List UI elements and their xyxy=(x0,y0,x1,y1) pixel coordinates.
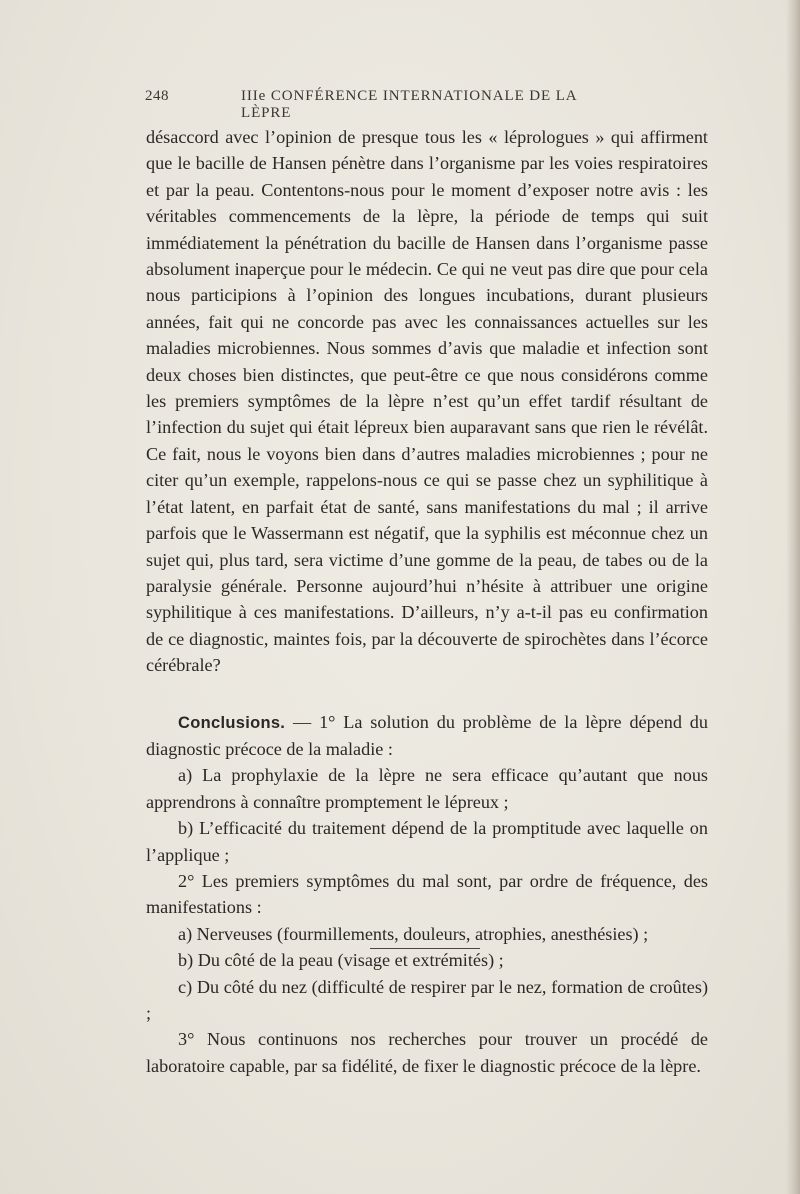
page-edge-shadow xyxy=(786,0,800,1194)
symptom-item-b: b) Du côté de la peau (visage et extrémités) ; xyxy=(178,950,504,971)
conclusion-item-3: 3° Nous continuons nos recherches pour trouver un procédé de laboratoire capable, par sa fidélité, de fixer le diagnostic précoce de la lèpre. xyxy=(146,1029,708,1076)
body-paragraph: désaccord avec l’opinion de presque tous les « léprologues » qui affirment que le bacille de Hansen pénètre dans l’organisme par les voies respiratoires et par la peau. Contentons-nous pour le moment d’exposer notre avis : les véritables commencements de la lèpre, la période de temps qui suit immédiatement la pénétration du bacille de Hansen dans l’organisme passe absolument inaperçue pour le médecin. Ce qui ne veut pas dire que pour cela nous participions à l’opinion des longues incubations, durant plusieurs années, fait qui ne concorde pas avec les connaissances actuelles sur les maladies microbiennes. Nous sommes d’avis que maladie et infection sont deux choses bien distinctes, que peut-être ce que nous considérons comme les premiers symptômes de la lèpre n’est qu’un effet tardif résultant de l’infection du sujet qui était lépreux bien auparavant sans que rien le révélât. Ce fait, nous le voyons bien dans d’autres maladies microbiennes ; pour ne citer qu’un exemple, rappelons-nous ce qui se passe chez un syphilitique à l’état latent, en parfait état de santé, sans manifestations du mal ; il arrive parfois que le Wassermann est négatif, que la syphilis est méconnue chez un sujet qui, plus tard, sera victime d’une gomme de la peau, de tabes ou de la paralysie générale. Personne aujourd’hui n’hésite à attribuer une origine syphilitique à ces manifestations. D’ailleurs, n’y a-t-il pas eu confirmation de ce diagnostic, maintes fois, par la découverte de spirochètes dans l’écorce cérébrale? xyxy=(146,127,708,676)
page-number: 248 xyxy=(145,88,169,104)
running-title: IIIe CONFÉRENCE INTERNATIONALE DE LA LÈPRE xyxy=(241,88,577,121)
conclusion-item-b: b) L’efficacité du traitement dépend de la promptitude avec laquelle on l’applique ; xyxy=(146,818,708,865)
conclusions-heading: Conclusions. xyxy=(178,713,286,732)
conclusions-text: — 1° La solution du problème de la lèpre dépend du diagnostic précoce de la maladie : xyxy=(146,711,708,759)
symptom-item-a: a) Nerveuses (fourmillements, douleurs, atrophies, anesthésies) ; xyxy=(178,923,649,944)
section-end-rule xyxy=(370,948,480,949)
conclusion-item-2: 2° Les premiers symptômes du mal sont, par ordre de fréquence, des manifestations : xyxy=(146,870,708,918)
conclusions-paragraph xyxy=(146,709,708,763)
main-text xyxy=(146,124,708,1079)
running-header xyxy=(145,88,630,121)
conclusion-item-a: a) La prophylaxie de la lèpre ne sera efficace qu’autant que nous apprendrons à connaître promptement le lépreux ; xyxy=(146,765,708,812)
symptom-item-c: c) Du côté du nez (difficulté de respirer par le nez, formation de croûtes) ; xyxy=(146,976,708,1023)
